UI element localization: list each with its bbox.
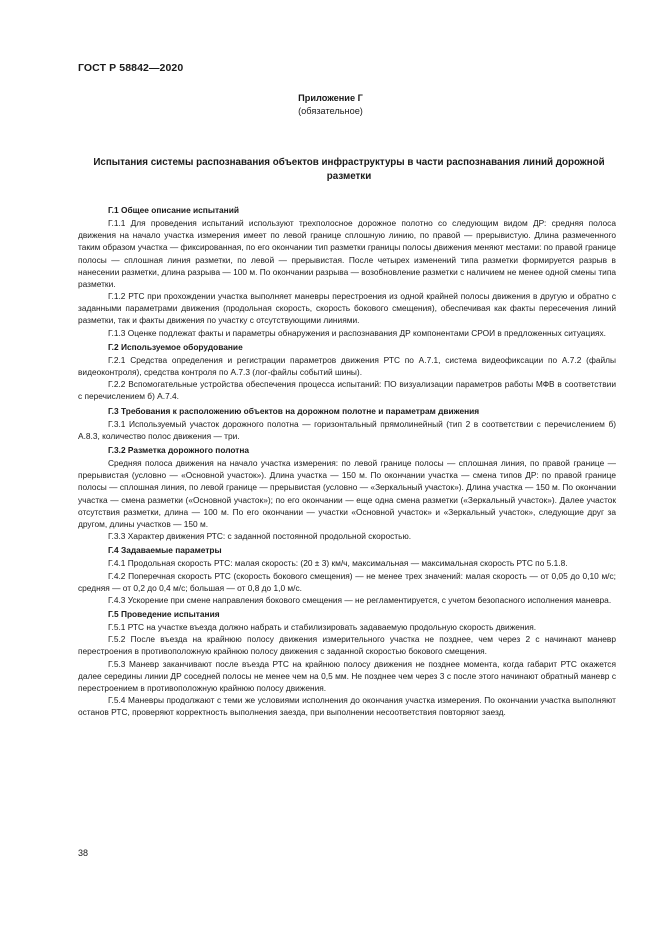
- paragraph: Г.3.3 Характер движения РТС: с заданной постоянной продольной скоростью.: [108, 531, 412, 542]
- paragraph: Г.4.2 Поперечная скорость РТС (скорость бокового смещения) — не менее трех значений: малая скорость — от 0,05 до 0,10 м/с; средняя — от 0,2 до 0,4 м/с; большая — от 0,8 до 1,0 м/с.: [78, 570, 616, 593]
- section-heading: Г.5 Проведение испытания: [108, 609, 220, 619]
- paragraph: Г.5.4 Маневры продолжают с теми же условиями исполнения до окончания участка измерения. По окончании участка выполняют останов РТС, проверяют корректность выполнения заезда, при выполнении несоответствия повторяют заезд.: [78, 695, 616, 718]
- section-heading: Г.2 Используемое оборудование: [108, 341, 243, 352]
- appendix-label: Приложение Г: [298, 93, 363, 103]
- paragraph: Г.5.1 РТС на участке въезда должно набрать и стабилизировать задаваемую продольную скорость движения.: [108, 622, 537, 633]
- appendix-title: Испытания системы распознавания объектов инфраструктуры в части распознавания линий дорожной разметки: [93, 157, 605, 182]
- appendix-status: (обязательное): [298, 106, 363, 116]
- appendix-heading: [0, 92, 661, 118]
- paragraph: Г.4.1 Продольная скорость РТС: малая скорость: (20 ± 3) км/ч, максимальная — максимальная скорость РТС по 5.1.8.: [108, 558, 568, 569]
- section-heading: Г.3 Требования к расположению объектов на дорожном полотне и параметрам движения: [108, 405, 480, 416]
- paragraph: Г.1.2 РТС при прохождении участка выполняет маневры перестроения из одной крайней полосы движения в другую и обратно с заданными параметрами движения (продольная скорость, скорость бокового смещения), обеспечивая как факты пересечения линий разметки, так и факты движения по участку с отсутствующими линиями.: [78, 291, 616, 326]
- section-heading: Г.1 Общее описание испытаний: [108, 205, 239, 215]
- page-number: 38: [78, 848, 89, 858]
- paragraph: Г.1.3 Оценке подлежат факты и параметры обнаружения и распознавания ДР компонентами СРОИ в предложенных ситуациях.: [108, 327, 606, 338]
- paragraph: Средняя полоса движения на начало участка измерения: по левой границе полосы — сплошная линия, по правой границе — прерывистая (условно — «Основной участок»). Длина участка — 150 м. По окончании участка — смена типов ДР: по правой границе полосы — сплошная линия, по левой границе — прерывистая (условно — «Зеркальный участок»). Длина участка — 150 м. По окончании участка — смена разметки («Основной участок»); по его окончании — еще одна смена разметки («Зеркальный участок»). Далее участок отсутствия разметки, длина — 100 м. По его окончании — участки «Основной участок» и «Зеркальный участок», следующие друг за другом, длины участков — 150 м.: [78, 458, 616, 529]
- paragraph: Г.1.1 Для проведения испытаний используют трехполосное дорожное полотно со следующим видом ДР: средняя полоса движения на начало участка измерения имеет по левой границе сплошную линию, по правой — прерывистую. Длина размеченного таким образом участка — фиксированная, по его окончании тип разметки границы полосы движения меняют местами: по правой границе полосы — сплошная линия разметки, по левой — прерывистая. После четырех изменений типа разметки формируется разрыв в нанесении разметки, длина разрыва — 100 м. По окончании разрыва — возобновление разметки с наличием не менее одной смены типа разметки.: [78, 218, 616, 289]
- section-heading: Г.3.2 Разметка дорожного полотна: [108, 444, 250, 455]
- section-heading: Г.4 Задаваемые параметры: [108, 545, 222, 556]
- paragraph: Г.4.3 Ускорение при смене направления бокового смещения — не регламентируется, с учетом безопасного исполнения маневра.: [108, 594, 612, 605]
- paragraph: Г.5.3 Маневр заканчивают после въезда РТС на крайнюю полосу движения не позднее момента, когда габарит РТС окажется далее середины линии ДР соседней полосы не менее чем на 0,5 мм. Не позднее чем через 3 с после этого начинают обратный маневр с перестроением в противоположную крайнюю полосу движения.: [78, 658, 616, 693]
- document-body: [78, 204, 616, 718]
- paragraph: Г.2.2 Вспомогательные устройства обеспечения процесса испытаний: ПО визуализации параметров работы МФВ в соответствии с перечислением б) А.7.4.: [78, 379, 616, 402]
- paragraph: Г.5.2 После въезда на крайнюю полосу движения измерительного участка не позднее, чем через 2 с начинают маневр перестроения в противоположную крайнюю полосу движения с заданной скоростью бокового смещения.: [78, 634, 616, 657]
- paragraph: Г.2.1 Средства определения и регистрации параметров движения РТС по А.7.1, система видеофиксации по А.7.2 (файлы видеоконтроля), средства контроля по А.7.3 (лог-файлы событий шины).: [78, 354, 616, 378]
- document-header: ГОСТ Р 58842—2020: [78, 62, 184, 74]
- paragraph: Г.3.1 Используемый участок дорожного полотна — горизонтальный прямолинейный (тип 2 в соответствии с перечислением б) А.8.3, количество полос движения — три.: [78, 418, 616, 441]
